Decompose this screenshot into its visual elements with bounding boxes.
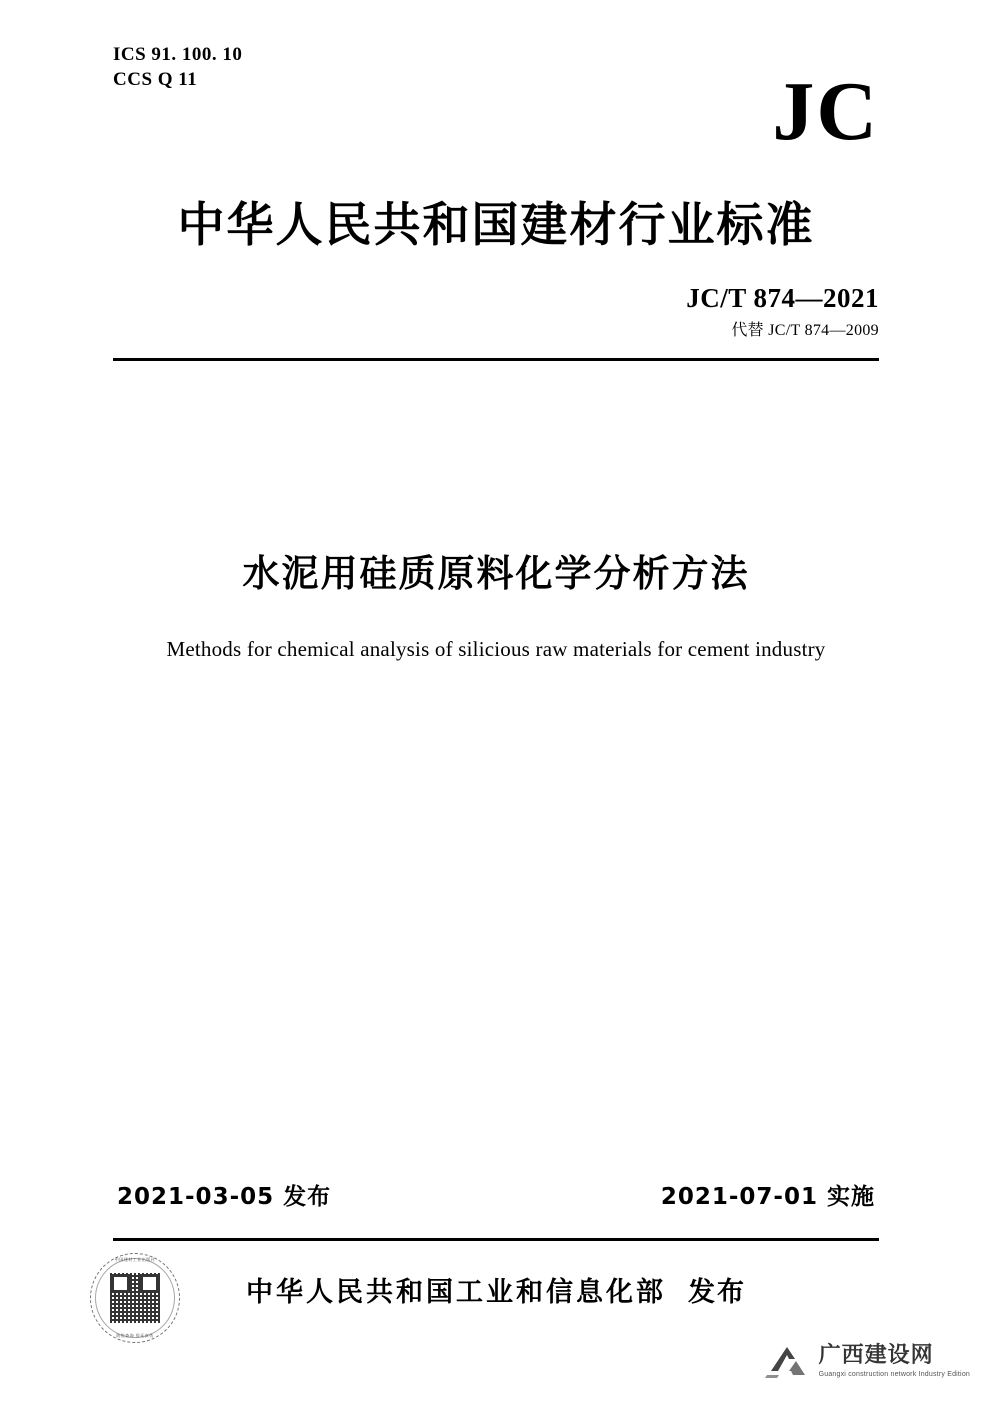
ics-code: ICS 91. 100. 10 — [113, 44, 243, 65]
watermark-text-block — [819, 1343, 970, 1378]
jc-logo: JC — [772, 65, 879, 158]
classification-block — [113, 42, 242, 92]
site-watermark — [765, 1341, 970, 1381]
qr-code-stamp — [90, 1253, 180, 1343]
stamp-bottom-text: 防伪查询 验证真伪 — [116, 1333, 154, 1338]
standard-banner-title: 中华人民共和国建材行业标准 — [177, 198, 815, 253]
watermark-name-en: Guangxi construction network Industry Edition — [818, 1370, 970, 1378]
document-title-chinese: 水泥用硅质原料化学分析方法 — [242, 552, 750, 595]
document-title-english: Methods for chemical analysis of silicious raw materials for cement industry — [166, 637, 826, 661]
implementation-date: 2021-07-01 实施 — [660, 1184, 875, 1210]
header-divider — [113, 358, 879, 361]
issue-date: 2021-03-05 发布 — [117, 1184, 332, 1210]
watermark-logo-icon — [765, 1341, 811, 1381]
issuing-authority-name: 中华人民共和国工业和信息化部 — [246, 1277, 666, 1308]
ccs-code: CCS Q 11 — [113, 69, 198, 90]
footer-divider — [113, 1238, 879, 1241]
watermark-name-cn: 广西建设网 — [818, 1343, 934, 1369]
standard-replaces: 代替 JC/T 874—2009 — [731, 322, 879, 339]
stamp-top-text: 中国建材工业出版社 — [114, 1257, 156, 1262]
issuing-authority-verb: 发布 — [688, 1277, 746, 1308]
qr-code-icon — [110, 1273, 160, 1323]
standard-number: JC/T 874—2021 — [686, 283, 879, 313]
